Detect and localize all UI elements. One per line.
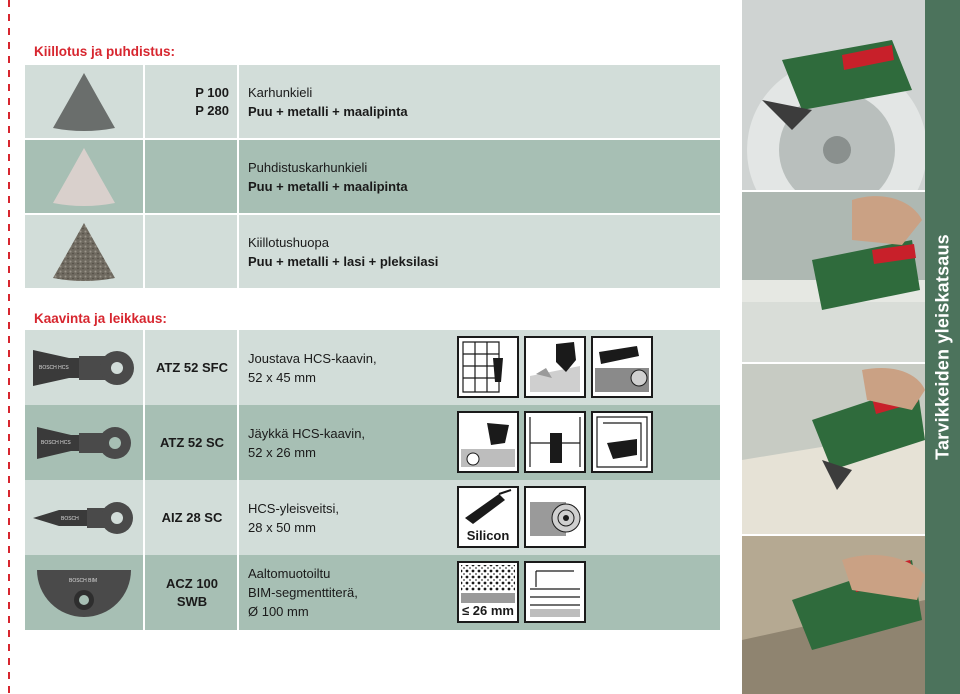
application-pictograms: [457, 486, 586, 548]
product-code: [147, 405, 239, 480]
margin-dash-line: [8, 0, 10, 694]
paint-scraping-pictogram: [457, 411, 519, 473]
product-description: [248, 65, 720, 138]
table-row: [25, 65, 720, 138]
product-description: [248, 140, 720, 213]
product-description: [248, 330, 448, 405]
desc-line: Kiillotushuopa: [248, 234, 329, 250]
product-code: [147, 215, 239, 288]
product-description: [248, 555, 448, 630]
code-line: P 280: [195, 102, 229, 118]
product-code: [147, 480, 239, 555]
silicon-gun-pictogram: [457, 486, 519, 548]
desc-line: Puhdistuskarhunkieli: [248, 159, 368, 175]
code-line: ACZ 100: [165, 575, 219, 591]
rigid-scraper-image: [25, 405, 145, 480]
desc-line: Karhunkieli: [248, 84, 313, 100]
tool-photo-column: [742, 0, 925, 694]
desc-line: 52 x 45 mm: [248, 369, 316, 385]
table-row: [25, 215, 720, 288]
code-line: ATZ 52 SFC: [156, 359, 228, 375]
corner-scraping-pictogram: [524, 411, 586, 473]
product-description: [248, 215, 720, 288]
carpet-removal-pictogram: [591, 336, 653, 398]
table-row: [25, 405, 720, 480]
code-line: P 100: [195, 84, 229, 100]
desc-line: Aaltomuotoiltu: [248, 566, 331, 581]
desc-line: Puu + metalli + maalipinta: [248, 103, 408, 119]
plaster-cutting-pictogram: [457, 561, 519, 623]
tile-wall-pictogram: [457, 336, 519, 398]
desc-line: BIM-segmenttiterä,: [248, 585, 358, 600]
section-heading-scraping: Kaavinta ja leikkaus:: [34, 311, 167, 326]
svg-text:BOSCH: BOSCH: [61, 515, 79, 522]
table-row: [25, 140, 720, 213]
table-row: [25, 480, 720, 555]
product-description: [248, 480, 448, 555]
table-row: [25, 555, 720, 630]
desc-line: 52 x 26 mm: [248, 444, 316, 460]
product-code: [147, 555, 239, 630]
desc-line: HCS-yleisveitsi,: [248, 500, 340, 516]
photo-divider: [742, 362, 925, 364]
desc-line: Jäykkä HCS-kaavin,: [248, 425, 366, 441]
carpet-roll-pictogram: [524, 486, 586, 548]
application-pictograms: [457, 411, 653, 473]
silicon-label: Silicon: [466, 528, 510, 543]
code-line: ATZ 52 SC: [159, 434, 225, 450]
product-code: [147, 65, 239, 138]
svg-text:BOSCH HCS: BOSCH HCS: [41, 439, 71, 446]
side-title-strip: [925, 0, 960, 694]
desc-line: Puu + metalli + lasi + pleksilasi: [248, 253, 439, 269]
svg-text:BOSCH HCS: BOSCH HCS: [39, 364, 69, 371]
table-row: [25, 330, 720, 405]
universal-cutter-image: [25, 480, 145, 555]
polishing-felt-image: [25, 215, 145, 288]
tool-photos: [742, 0, 925, 694]
application-pictograms: [457, 561, 586, 623]
max-depth-label: ≤ 26 mm: [462, 603, 514, 618]
application-pictograms: [457, 336, 653, 398]
code-line: AIZ 28 SC: [161, 509, 223, 525]
segment-blade-image: [25, 555, 145, 630]
desc-line: Joustava HCS-kaavin,: [248, 350, 377, 366]
window-sealant-pictogram: [591, 411, 653, 473]
code-line: SWB: [176, 593, 208, 609]
photo-divider: [742, 534, 925, 536]
desc-line: Ø 100 mm: [248, 604, 309, 619]
desc-line: 28 x 50 mm: [248, 519, 316, 535]
floor-scraping-pictogram: [524, 336, 586, 398]
cleaning-sheet-image: [25, 140, 145, 213]
side-title: Tarvikkeiden yleiskatsaus: [932, 234, 952, 460]
flexible-scraper-image: [25, 330, 145, 405]
product-code: [147, 330, 239, 405]
product-code: [147, 140, 239, 213]
section-heading-polishing: Kiillotus ja puhdistus:: [34, 44, 175, 59]
product-description: [248, 405, 448, 480]
svg-text:BOSCH BIM: BOSCH BIM: [69, 577, 98, 584]
layered-material-pictogram: [524, 561, 586, 623]
photo-divider: [742, 190, 925, 192]
sanding-sheet-image: [25, 65, 145, 138]
desc-line: Puu + metalli + maalipinta: [248, 178, 408, 194]
